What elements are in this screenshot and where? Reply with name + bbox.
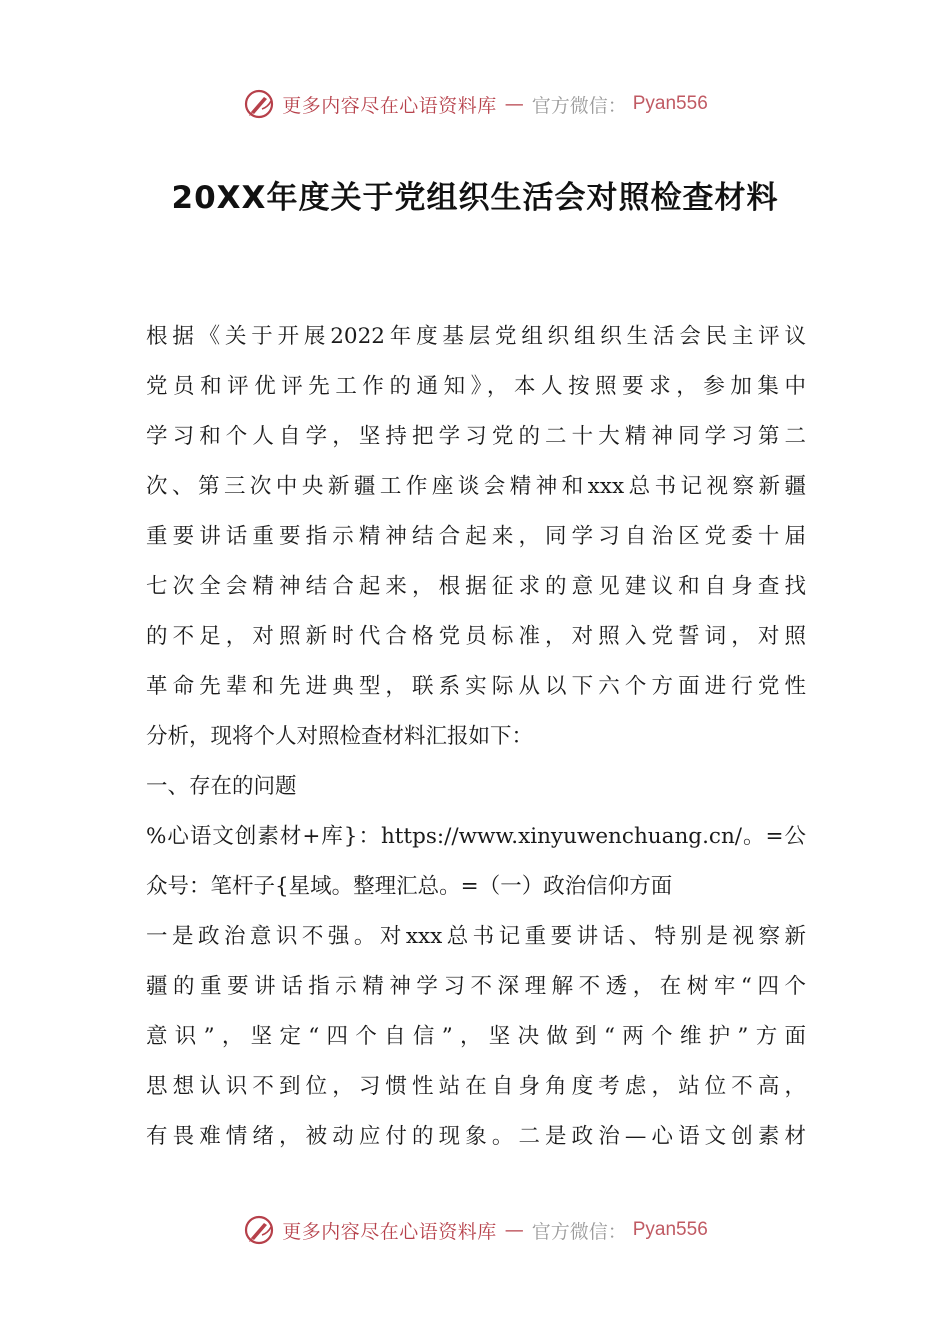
- section-heading: 一、存在的问题: [146, 774, 297, 799]
- body-line: 次、第三次中央新疆工作座谈会精神和xxx总书记视察新疆: [146, 474, 806, 499]
- header-wechat-id: Pyan556: [632, 93, 708, 114]
- document-body: [146, 312, 806, 1162]
- body-line: 党员和评优评先工作的通知》，本人按照要求，参加集中: [146, 374, 806, 399]
- footer-wechat-id: Pyan556: [632, 1219, 708, 1240]
- body-line: 革命先辈和先进典型，联系实际从以下六个方面进行党性: [146, 674, 806, 699]
- footer-wechat-label: 官方微信：: [531, 1220, 627, 1243]
- body-line: 分析，现将个人对照检查材料汇报如下：: [146, 724, 534, 749]
- header-banner: [0, 84, 950, 124]
- body-line: 疆的重要讲话指示精神学习不深理解不透，在树牢“四个: [146, 974, 806, 999]
- body-line: 思想认识不到位，习惯性站在自身角度考虑，站位不高，: [146, 1074, 806, 1099]
- body-line: 意识”，坚定“四个自信”，坚决做到“两个维护”方面: [146, 1024, 806, 1049]
- document-title: 20XX年度关于党组织生活会对照检查材料: [171, 180, 779, 216]
- body-line: 有畏难情绪，被动应付的现象。二是政治—心语文创素材: [146, 1124, 806, 1149]
- body-line: 众号：笔杆子{星域。整理汇总。=（一）政治信仰方面: [146, 874, 673, 899]
- body-line: %心语文创素材+库}：https://www.xinyuwenchuang.cn/。=公: [146, 824, 806, 849]
- footer-banner-content: [242, 1213, 708, 1247]
- header-banner-text: 更多内容尽在心语资料库: [282, 94, 497, 117]
- body-line: 重要讲话重要指示精神结合起来，同学习自治区党委十届: [146, 524, 806, 549]
- body-line: 一是政治意识不强。对xxx总书记重要讲话、特别是视察新: [146, 924, 806, 949]
- body-line: 的不足，对照新时代合格党员标准，对照入党誓词，对照: [146, 624, 806, 649]
- body-line: 七次全会精神结合起来，根据征求的意见建议和自身查找: [146, 574, 806, 599]
- footer-banner: [0, 1210, 950, 1250]
- footer-banner-text: 更多内容尽在心语资料库: [282, 1220, 497, 1243]
- body-line: 根据《关于开展2022年度基层党组织组织生活会民主评议: [146, 324, 806, 349]
- body-line: 学习和个人自学，坚持把学习党的二十大精神同学习第二: [146, 424, 806, 449]
- header-wechat-label: 官方微信：: [531, 94, 627, 117]
- pen-circle-logo-icon: [242, 87, 276, 121]
- pen-circle-logo-icon: [242, 1213, 276, 1247]
- header-banner-content: [242, 87, 708, 121]
- footer-banner-separator: —: [504, 1219, 524, 1241]
- header-banner-separator: —: [504, 93, 524, 115]
